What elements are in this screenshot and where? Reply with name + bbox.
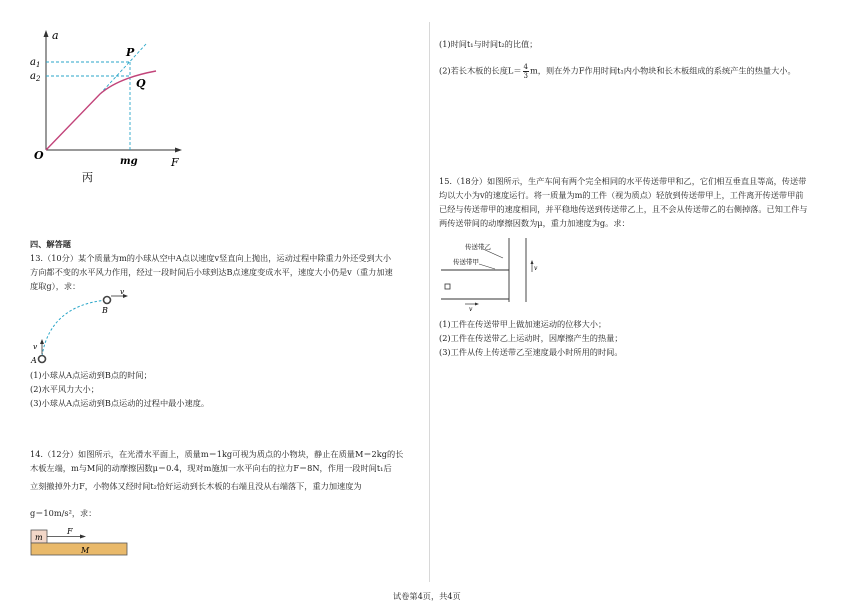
ball-a (39, 356, 46, 363)
fraction-denominator: 3 (523, 72, 529, 80)
q13-line-3: 度取g），求： (30, 281, 81, 291)
q15-sub-2: (2)工件在传送带乙上运动时，因摩擦产生的热量； (439, 333, 623, 343)
q15-sub-3: (3)工件从传上传送带乙至速度最小时所用的时间。 (439, 347, 623, 357)
length-fraction (523, 63, 529, 80)
v-a-label: v (33, 342, 38, 351)
q13-subquestions (30, 368, 209, 410)
q15-sub-1: (1)工件在传送带甲上做加速运动的位移大小； (439, 319, 607, 329)
belt-jia-label: 传送带甲 (453, 258, 479, 266)
board-m (31, 543, 127, 555)
q15-subquestions (439, 317, 623, 359)
a1-label: $a_1$ (30, 57, 41, 69)
board-m-label: M (81, 546, 90, 555)
q15-stem (439, 174, 807, 230)
q13-sub-2: (2)水平风力大小； (30, 384, 99, 394)
q15-line-1: 15.（18分）如图所示，生产车间有两个完全相同的水平传送带甲和乙，它们相互垂直且等高，传送带 (439, 176, 807, 186)
point-p-label: P (126, 46, 135, 59)
section-heading: 四、解答题 (30, 239, 71, 249)
q13-line-2: 方向都不变的水平风力作用，经过一段时间后小球到达B点速度变成水平，速度大小仍是v（重力加速 (30, 267, 393, 277)
q15-figure (439, 236, 551, 312)
q14-sub-2-prefix: (2)若长木板的长度L＝ (439, 65, 522, 76)
x-axis-arrow (175, 148, 182, 153)
graph-figure (28, 28, 198, 188)
q15-line-3: 已经与传送带甲的速度相同，并平稳地传送到传送带乙上，且不会从传送带乙的右侧掉落。已知工件与 (439, 204, 808, 214)
fraction-numerator: 4 (523, 63, 529, 71)
page-footer: 试卷第4页，共4页 (393, 591, 461, 601)
column-divider (429, 22, 430, 582)
v-yi-label: v (534, 265, 538, 272)
q13-figure (28, 290, 138, 368)
a-label: A (31, 356, 37, 365)
force-f-arrowhead (80, 535, 86, 539)
q13-line-1: 13.（10分）某个质量为m的小球从空中A点以速度v竖直向上抛出，运动过程中除重力外还受到大小 (30, 253, 392, 263)
workpiece (445, 284, 450, 289)
v-jia-label: v (469, 306, 473, 312)
point-q-label: Q (136, 77, 146, 90)
q14-figure (30, 527, 130, 559)
block-m-label: m (35, 533, 43, 542)
belt-yi-label: 传送带乙 (465, 243, 491, 251)
v-b-label: v (120, 290, 125, 296)
q15-line-4: 两传送带间的动摩擦因数为μ，重力加速度为g。求： (439, 218, 630, 228)
q13-stem (30, 251, 393, 293)
v-yi-arrowhead (531, 260, 534, 264)
ball-b (104, 297, 111, 304)
q13-sub-1: (1)小球从A点运动到B点的时间； (30, 370, 152, 380)
v-jia-arrowhead (475, 303, 479, 306)
y-axis-label: a (52, 29, 59, 42)
q13-sub-3: (3)小球从A点运动到B点运动的过程中最小速度。 (30, 398, 210, 408)
q14-sub-2 (439, 63, 796, 80)
q14-sub-2-suffix: m，则在外力F作用时间t₁内小物块和长木板组成的系统产生的热量大小。 (530, 65, 796, 76)
q14-line-4: g＝10m/s²，求： (30, 508, 97, 518)
trajectory-path (42, 300, 106, 356)
x-axis-label: F (171, 156, 179, 169)
b-label: B (102, 306, 108, 315)
a2-label: $a_2$ (30, 71, 41, 83)
belt-jia-leader (479, 264, 495, 269)
velocity-a-arrowhead (40, 339, 44, 344)
q14-sub-1: (1)时间t₁与时间t₂的比值； (439, 39, 538, 49)
mg-tick-label: mg (120, 156, 138, 167)
y-axis-arrow (44, 30, 49, 37)
figure-caption: 丙 (82, 171, 93, 184)
force-f-label: F (67, 527, 73, 536)
q15-line-2: 均以大小为v的速度运行。将一质量为m的工件（视为质点）轻放到传送带甲上，工件离开传送带甲前 (439, 190, 804, 200)
q14-line-3: 立刻撤掉外力F，小物体又经时间t₂恰好运动到长木板的右端且没从右端落下，重力加速度为 (30, 481, 362, 491)
q14-line-1: 14.（12分）如图所示，在光滑水平面上，质量m＝1kg可视为质点的小物块，静止在质量M＝2kg的长 (30, 449, 404, 459)
origin-label: O (34, 149, 44, 162)
q14-line-2: 木板左端，m与M间的动摩擦因数μ＝0.4，现对m施加一水平向右的拉力F＝8N，作用一段时间t₁后 (30, 463, 392, 473)
